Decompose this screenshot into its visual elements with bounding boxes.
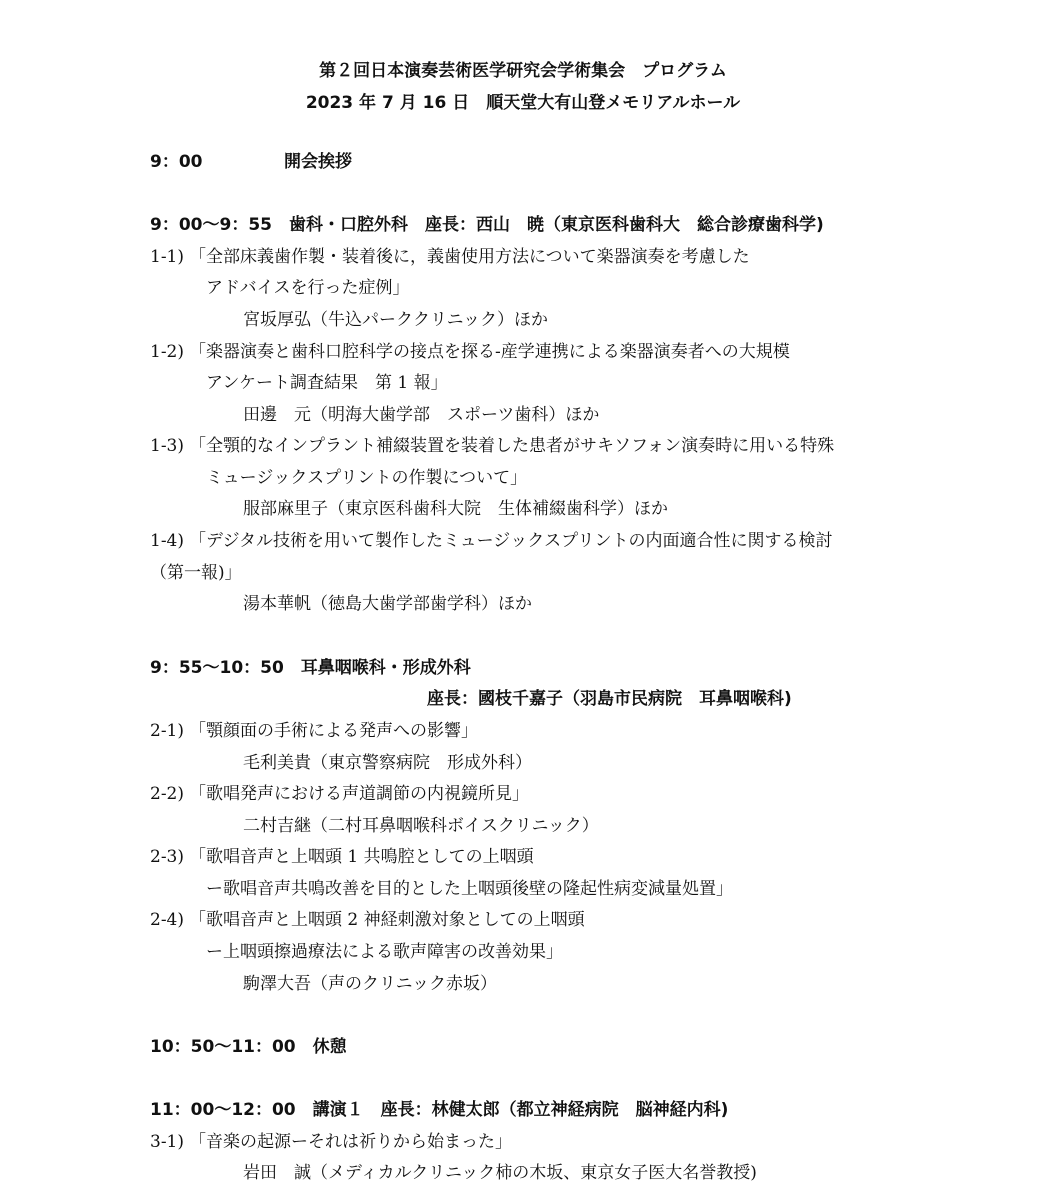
talk-title: 「顎顔面の手術による発声への影響」 xyxy=(189,721,478,741)
page-title: 第２回日本演奏芸術医学研究会学術集会 プログラム xyxy=(319,61,727,81)
talk-speaker: 二村吉継（二村耳鼻咽喉科ボイスクリニック） xyxy=(243,816,599,836)
talk-speaker: 駒澤大吾（声のクリニック赤坂） xyxy=(243,974,497,994)
talk-speaker: 岩田 誠（メディカルクリニック柿の木坂、東京女子医大名誉教授) xyxy=(243,1163,757,1183)
talk-title-cont: ー歌唱音声共鳴改善を目的とした上咽頭後壁の隆起性病変減量処置」 xyxy=(206,879,733,899)
talk-title-cont: （第一報)」 xyxy=(150,563,242,583)
break-heading: 10：50〜11：00 休憩 xyxy=(150,1037,347,1057)
talk-title: 「歌唱音声と上咽頭 2 神経刺激対象としての上咽頭 xyxy=(189,910,585,930)
talk-speaker: 田邊 元（明海大歯学部 スポーツ歯科）ほか xyxy=(243,405,600,425)
opening-label: 開会挨拶 xyxy=(284,152,352,172)
talk-title: 「全顎的なインプラント補綴装置を装着した患者がサキソフォン演奏時に用いる特殊 xyxy=(189,436,835,456)
talk-number: 2-4) xyxy=(150,910,185,930)
page-subtitle: 2023 年 7 月 16 日 順天堂大有山登メモリアルホール xyxy=(305,93,741,113)
talk-title-cont: アドバイスを行った症例」 xyxy=(206,278,410,298)
talk-number: 2-1) xyxy=(150,721,185,741)
talk-speaker: 服部麻里子（東京医科歯科大院 生体補綴歯科学）ほか xyxy=(243,499,668,519)
session1-heading: 9：00〜9：55 歯科・口腔外科 座長：西山 暁（東京医科歯科大 総合診療歯科学) xyxy=(150,215,824,235)
talk-title: 「歌唱発声における声道調節の内視鏡所見」 xyxy=(189,784,529,804)
talk-title: 「楽器演奏と歯科口腔科学の接点を探る-産学連携による楽器演奏者への大規模 xyxy=(189,342,790,362)
talk-speaker: 宮坂厚弘（牛込パーククリニック）ほか xyxy=(243,310,548,330)
talk-title: 「デジタル技術を用いて製作したミュージックスプリントの内面適合性に関する検討 xyxy=(189,531,833,551)
talk-title: 「音楽の起源ーそれは祈りから始まった」 xyxy=(189,1132,512,1152)
talk-number: 3-1) xyxy=(150,1132,185,1152)
talk-title: 「全部床義歯作製・装着後に，義歯使用方法について楽器演奏を考慮した xyxy=(189,247,750,267)
talk-title-cont: アンケート調査結果 第 1 報」 xyxy=(206,373,448,393)
talk-number: 1-2) xyxy=(150,342,185,362)
opening-time: 9：00 xyxy=(150,152,203,172)
talk-number: 1-3) xyxy=(150,436,185,456)
talk-title: 「歌唱音声と上咽頭 1 共鳴腔としての上咽頭 xyxy=(189,847,534,867)
session2-heading: 9：55〜10：50 耳鼻咽喉科・形成外科 xyxy=(150,658,471,678)
session3-heading: 11：00〜12：00 講演１ 座長：林健太郎（都立神経病院 脳神経内科) xyxy=(150,1100,729,1120)
talk-number: 1-4) xyxy=(150,531,185,551)
talk-speaker: 毛利美貴（東京警察病院 形成外科） xyxy=(243,753,532,773)
talk-title-cont: ー上咽頭擦過療法による歌声障害の改善効果」 xyxy=(206,942,563,962)
talk-title-cont: ミュージックスプリントの作製について」 xyxy=(206,468,528,488)
talk-number: 1-1) xyxy=(150,247,185,267)
talk-number: 2-3) xyxy=(150,847,185,867)
session2-chair: 座長：國枝千嘉子（羽島市民病院 耳鼻咽喉科) xyxy=(427,689,792,709)
talk-number: 2-2) xyxy=(150,784,185,804)
talk-speaker: 湯本華帆（徳島大歯学部歯学科）ほか xyxy=(243,594,532,614)
